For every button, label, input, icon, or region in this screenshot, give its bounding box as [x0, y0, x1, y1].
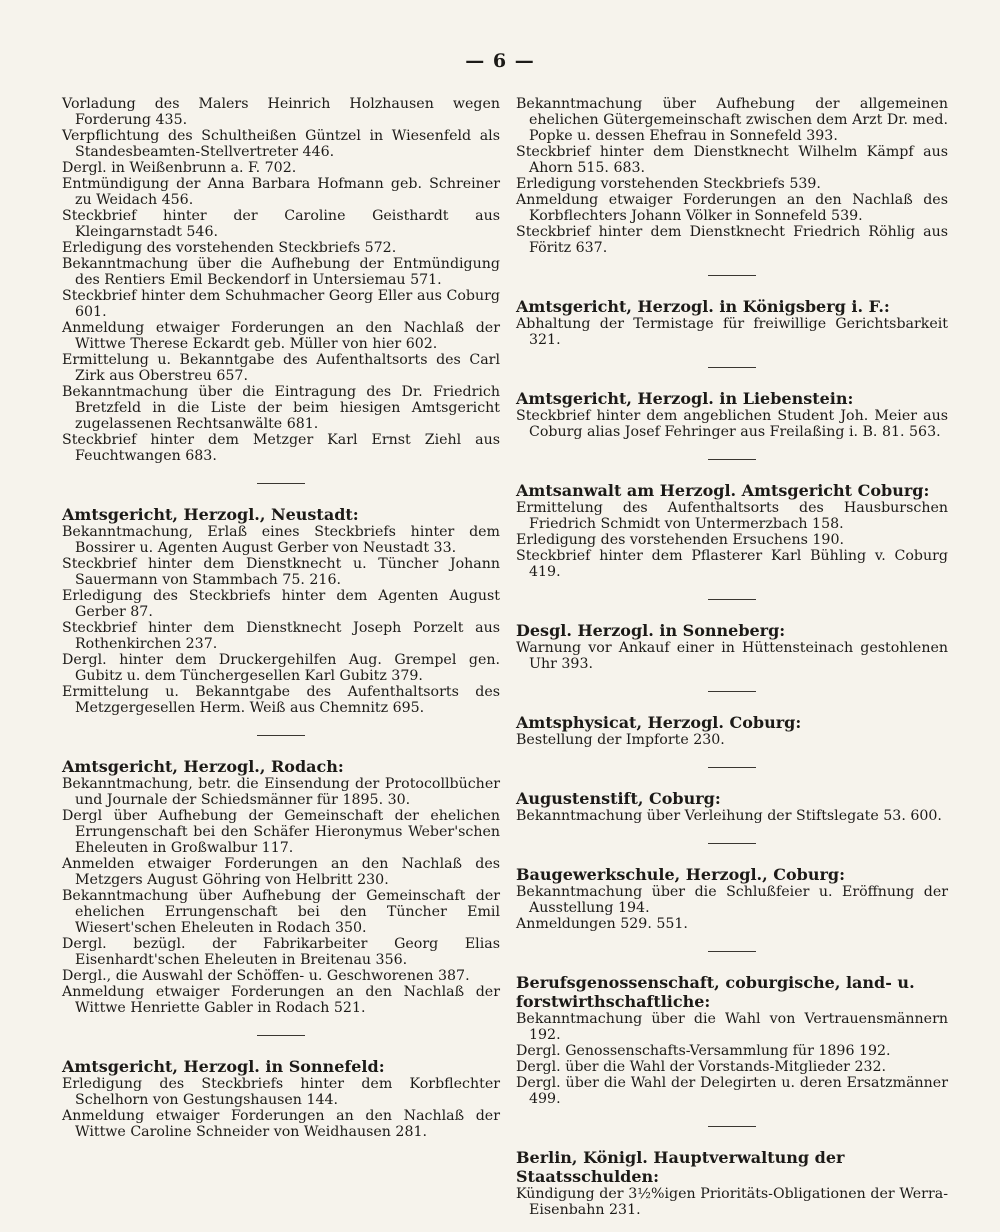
section-heading: Amtsanwalt am Herzogl. Amtsgericht Coburg: — [516, 481, 930, 500]
register-entry: Vorladung des Malers Heinrich Holzhausen wegen Forderung 435. — [62, 96, 500, 128]
right-column — [516, 96, 948, 1218]
register-entry: Steckbrief hinter dem Dienstknecht Joseph Porzelt aus Rothenkirchen 237. — [62, 620, 500, 652]
register-entry: Anmeldung etwaiger Forderungen an den Nachlaß der Wittwe Henriette Gabler in Rodach 521. — [62, 984, 500, 1016]
register-entry: Steckbrief hinter dem angeblichen Student Joh. Meier aus Coburg alias Josef Fehringer aus Freilaßing i. B. 81. 563. — [516, 408, 948, 440]
register-entry: Bestellung der Impforte 230. — [516, 732, 725, 748]
section-divider — [708, 767, 756, 768]
register-section — [516, 297, 948, 348]
section-divider — [257, 1035, 305, 1036]
register-entry: Ermittelung des Aufenthaltsorts des Hausburschen Friedrich Schmidt von Untermerzbach 158. — [516, 500, 948, 532]
register-entry: Steckbrief hinter dem Metzger Karl Ernst Ziehl aus Feuchtwangen 683. — [62, 432, 500, 464]
register-entry: Anmeldung etwaiger Forderungen an den Nachlaß der Wittwe Therese Eckardt geb. Müller von hier 602. — [62, 320, 500, 352]
register-entry: Bekanntmachung über die Schlußfeier u. Eröffnung der Ausstellung 194. — [516, 884, 948, 916]
left-column — [62, 96, 500, 1140]
register-entry: Dergl. hinter dem Druckergehilfen Aug. Grempel gen. Gubitz u. dem Tünchergesellen Karl Gubitz 379. — [62, 652, 500, 684]
register-entry: Ermittelung u. Bekanntgabe des Aufenthaltsorts des Carl Zirk aus Oberstreu 657. — [62, 352, 500, 384]
register-entry: Dergl., die Auswahl der Schöffen- u. Geschworenen 387. — [62, 968, 470, 984]
section-divider — [708, 1126, 756, 1127]
register-entry: Bekanntmachung über die Aufhebung der Entmündigung des Rentiers Emil Beckendorf in Untersiemau 571. — [62, 256, 500, 288]
register-entry: Steckbrief hinter dem Dienstknecht Wilhelm Kämpf aus Ahorn 515. 683. — [516, 144, 948, 176]
section-heading: Amtsgericht, Herzogl., Neustadt: — [62, 505, 359, 524]
register-entry: Dergl. über die Wahl der Delegirten u. deren Ersatzmänner 499. — [516, 1075, 948, 1107]
register-entry: Dergl. über die Wahl der Vorstands-Mitglieder 232. — [516, 1059, 887, 1075]
register-entry: Bekanntmachung über Aufhebung der allgemeinen ehelichen Gütergemeinschaft zwischen dem Arzt Dr. med. Popke u. dessen Ehefrau in Sonnefeld 393. — [516, 96, 948, 144]
register-entry: Verpflichtung des Schultheißen Güntzel in Wiesenfeld als Standesbeamten-Stellvertreter 446. — [62, 128, 500, 160]
page-number: — 6 — — [465, 50, 535, 72]
register-section — [516, 865, 948, 932]
section-divider — [708, 459, 756, 460]
register-entry: Steckbrief hinter dem Schuhmacher Georg Eller aus Coburg 601. — [62, 288, 500, 320]
register-entry: Erledigung des Steckbriefs hinter dem Agenten August Gerber 87. — [62, 588, 500, 620]
section-heading: Amtsphysicat, Herzogl. Coburg: — [516, 713, 802, 732]
register-section — [62, 505, 500, 716]
section-divider — [708, 691, 756, 692]
register-entry: Bekanntmachung über die Eintragung des Dr. Friedrich Bretzfeld in die Liste der beim hiesigen Amtsgericht zugelassenen Rechtsanwälte 681. — [62, 384, 500, 432]
register-entry: Bekanntmachung über Verleihung der Stiftslegate 53. 600. — [516, 808, 942, 824]
section-divider — [708, 951, 756, 952]
register-entry: Anmelden etwaiger Forderungen an den Nachlaß des Metzgers August Göhring von Helbritt 230. — [62, 856, 500, 888]
register-entry: Entmündigung der Anna Barbara Hofmann geb. Schreiner zu Weidach 456. — [62, 176, 500, 208]
register-section — [62, 1057, 500, 1140]
section-divider — [708, 367, 756, 368]
register-entry: Bekanntmachung über die Wahl von Vertrauensmännern 192. — [516, 1011, 948, 1043]
register-entry: Steckbrief hinter dem Dienstknecht u. Tüncher Johann Sauermann von Stammbach 75. 216. — [62, 556, 500, 588]
register-section — [516, 713, 948, 748]
register-entry: Erledigung des vorstehenden Steckbriefs 572. — [62, 240, 397, 256]
register-section — [516, 389, 948, 440]
register-section — [62, 96, 500, 464]
section-divider — [708, 275, 756, 276]
section-divider — [708, 599, 756, 600]
register-entry: Steckbrief hinter der Caroline Geisthardt aus Kleingarnstadt 546. — [62, 208, 500, 240]
register-entry: Erledigung des vorstehenden Ersuchens 190. — [516, 532, 844, 548]
register-entry: Dergl. Genossenschafts-Versammlung für 1896 192. — [516, 1043, 891, 1059]
register-entry: Bekanntmachung über Aufhebung der Gemeinschaft der ehelichen Errungenschaft bei den Tüncher Emil Wiesert'schen Eheleuten in Rodach 350. — [62, 888, 500, 936]
section-heading: Augustenstift, Coburg: — [516, 789, 721, 808]
register-entry: Anmeldung etwaiger Forderungen an den Nachlaß der Wittwe Caroline Schneider von Weidhausen 281. — [62, 1108, 500, 1140]
register-entry: Ermittelung u. Bekanntgabe des Aufenthaltsorts des Metzgergesellen Herm. Weiß aus Chemnitz 695. — [62, 684, 500, 716]
register-entry: Anmeldung etwaiger Forderungen an den Nachlaß des Korbflechters Johann Völker in Sonnefeld 539. — [516, 192, 948, 224]
register-entry: Dergl. in Weißenbrunn a. F. 702. — [62, 160, 297, 176]
register-entry: Steckbrief hinter dem Dienstknecht Friedrich Röhlig aus Föritz 637. — [516, 224, 948, 256]
register-section — [62, 757, 500, 1016]
register-entry: Steckbrief hinter dem Pflasterer Karl Bühling v. Coburg 419. — [516, 548, 948, 580]
section-divider — [257, 483, 305, 484]
section-heading: Amtsgericht, Herzogl. in Sonnefeld: — [62, 1057, 385, 1076]
section-heading: Berufsgenossenschaft, coburgische, land- u. forstwirthschaftliche: — [516, 973, 915, 1011]
register-section — [516, 621, 948, 672]
section-heading: Berlin, Königl. Hauptverwaltung der Staatsschulden: — [516, 1148, 845, 1186]
register-entry: Erledigung vorstehenden Steckbriefs 539. — [516, 176, 821, 192]
section-heading: Amtsgericht, Herzogl. in Königsberg i. F.: — [516, 297, 890, 316]
register-entry: Kündigung der 3½%igen Prioritäts-Obligationen der Werra-Eisenbahn 231. — [516, 1186, 948, 1218]
register-section — [516, 96, 948, 256]
register-entry: Bekanntmachung, betr. die Einsendung der Protocollbücher und Journale der Schiedsmänner für 1895. 30. — [62, 776, 500, 808]
register-entry: Dergl. bezügl. der Fabrikarbeiter Georg Elias Eisenhardt'schen Eheleuten in Breitenau 356. — [62, 936, 500, 968]
register-entry: Bekanntmachung, Erlaß eines Steckbriefs hinter dem Bossirer u. Agenten August Gerber von Neustadt 33. — [62, 524, 500, 556]
register-entry: Warnung vor Ankauf einer in Hüttensteinach gestohlenen Uhr 393. — [516, 640, 948, 672]
register-section — [516, 973, 948, 1107]
register-entry: Erledigung des Steckbriefs hinter dem Korbflechter Schelhorn von Gestungshausen 144. — [62, 1076, 500, 1108]
register-section — [516, 789, 948, 824]
register-entry: Dergl über Aufhebung der Gemeinschaft der ehelichen Errungenschaft bei den Schäfer Hieronymus Weber'schen Eheleuten in Großwalbur 117. — [62, 808, 500, 856]
section-heading: Desgl. Herzogl. in Sonneberg: — [516, 621, 786, 640]
section-divider — [708, 843, 756, 844]
register-entry: Abhaltung der Termistage für freiwillige Gerichtsbarkeit 321. — [516, 316, 948, 348]
section-divider — [257, 735, 305, 736]
section-heading: Baugewerkschule, Herzogl., Coburg: — [516, 865, 845, 884]
register-section — [516, 481, 948, 580]
register-section — [516, 1148, 948, 1218]
register-entry: Anmeldungen 529. 551. — [516, 916, 688, 932]
section-heading: Amtsgericht, Herzogl., Rodach: — [62, 757, 344, 776]
section-heading: Amtsgericht, Herzogl. in Liebenstein: — [516, 389, 854, 408]
